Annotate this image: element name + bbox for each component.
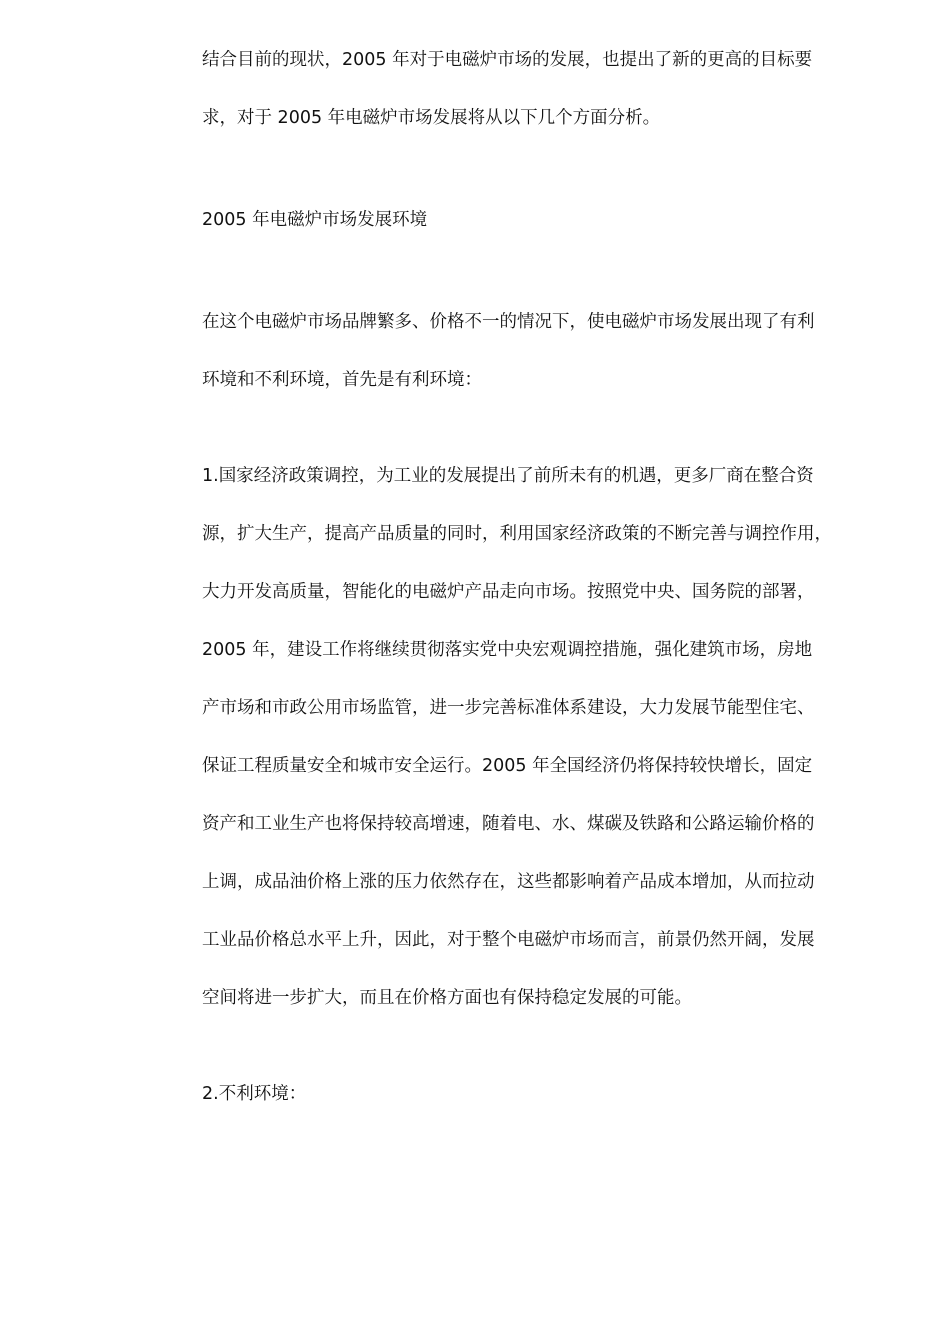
list-item-1-line-9: 工业品价格总水平上升，因此，对于整个电磁炉市场而言，前景仍然开阔，发展: [202, 930, 815, 950]
list-item-1-line-10: 空间将进一步扩大，而且在价格方面也有保持稳定发展的可能。: [202, 988, 692, 1008]
list-item-1-line-7: 资产和工业生产也将保持较高增速，随着电、水、煤碳及铁路和公路运输价格的: [202, 814, 815, 834]
list-item-1-line-4: 2005 年，建设工作将继续贯彻落实党中央宏观调控措施，强化建筑市场，房地: [202, 640, 813, 660]
paragraph-intro-line-2: 求，对于 2005 年电磁炉市场发展将从以下几个方面分析。: [202, 108, 661, 128]
paragraph-environment-line-1: 在这个电磁炉市场品牌繁多、价格不一的情况下，使电磁炉市场发展出现了有利: [202, 312, 815, 332]
list-item-1-line-8: 上调，成品油价格上涨的压力依然存在，这些都影响着产品成本增加，从而拉动: [202, 872, 815, 892]
list-item-2-heading: 2.不利环境：: [202, 1084, 307, 1104]
list-item-1-line-5: 产市场和市政公用市场监管，进一步完善标准体系建设，大力发展节能型住宅、: [202, 698, 815, 718]
list-item-1-line-1: 1.国家经济政策调控，为工业的发展提出了前所未有的机遇，更多厂商在整合资: [202, 466, 814, 486]
paragraph-environment-line-2: 环境和不利环境，首先是有利环境：: [202, 370, 482, 390]
paragraph-intro-line-1: 结合目前的现状，2005 年对于电磁炉市场的发展，也提出了新的更高的目标要: [202, 50, 813, 70]
list-item-1-line-6: 保证工程质量安全和城市安全运行。2005 年全国经济仍将保持较快增长，固定: [202, 756, 813, 776]
list-item-1-line-2: 源，扩大生产，提高产品质量的同时，利用国家经济政策的不断完善与调控作用，: [202, 524, 832, 544]
list-item-1-line-3: 大力开发高质量，智能化的电磁炉产品走向市场。按照党中央、国务院的部署，: [202, 582, 815, 602]
section-heading: 2005 年电磁炉市场发展环境: [202, 210, 428, 230]
